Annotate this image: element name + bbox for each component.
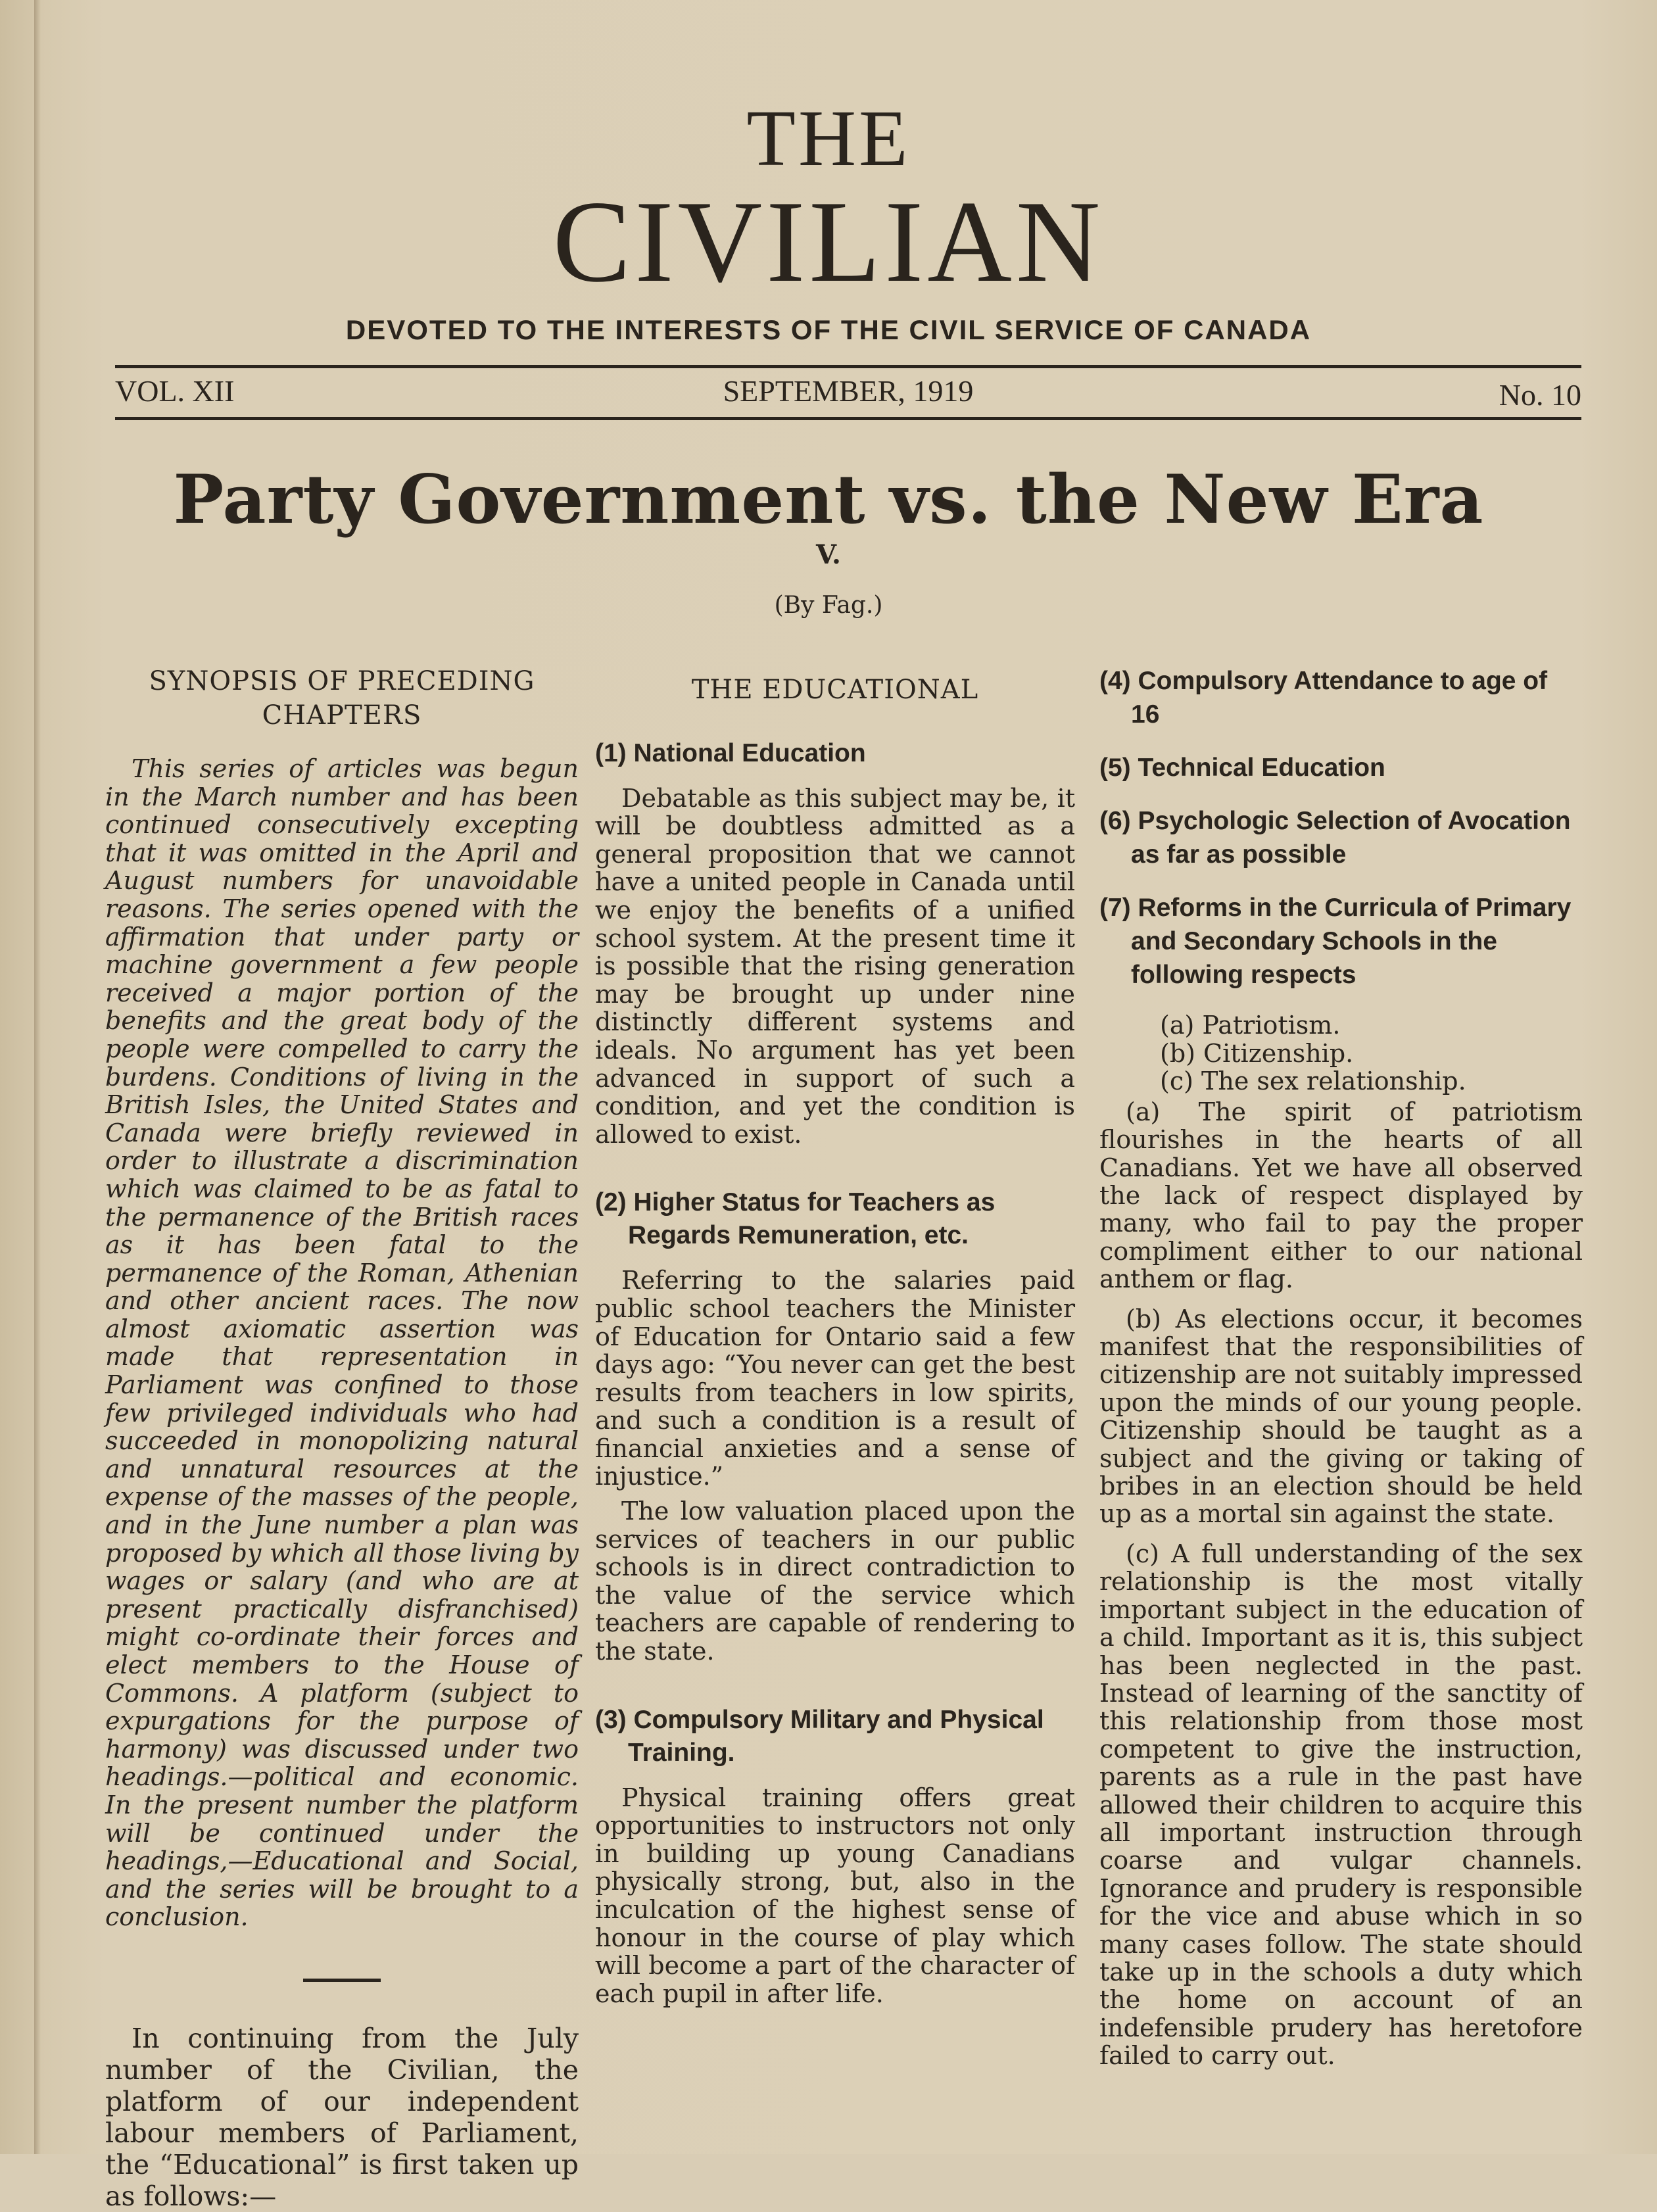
volume-label: VOL. XII bbox=[115, 374, 235, 408]
issue-date: SEPTEMBER, 1919 bbox=[723, 374, 974, 408]
column-reforms bbox=[1099, 664, 1583, 2082]
synopsis-text: This series of articles was begun in the March number and has been continued consecutively excepting that it was omitted in the April and August numbers for unavoidable reasons. The series opened with the affirmation that under party or machine government a few people received a major portion of the benefits and the great body of the people were compelled to carry the burdens. Conditions of living in the British Isles, the United States and Canada were briefly reviewed in order to illustrate a discrimination which was claimed to be as fatal to the permanence of the British races as it has been fatal to the permanence of the Roman, Athenian and other ancient races. The now almost axiomatic assertion was made that representation in Parliament was confined to those few privileged individuals who had succeeded in monopolizing natural and unnatural resources at the expense of the masses of the people, and in the June number a plan was proposed by which all those living by wages or salary (and who are at present practically disfranchised) might co-ordinate their forces and elect members to the House of Commons. A platform (subject to expurgations for the purpose of harmony) was discussed under two headings.—political and economic. In the present number the platform will be continued under the headings,—Educational and Social, and the series will be brought to a conclusion. bbox=[105, 754, 579, 1932]
heading-military-training: (3) Compulsory Military and Physical Training. bbox=[595, 1705, 1044, 1767]
masthead-top-rule bbox=[115, 365, 1581, 368]
heading-curricula-reforms: (7) Reforms in the Curricula of Primary and Secondary Schools in the following respects bbox=[1099, 894, 1572, 989]
synopsis-heading: SYNOPSIS OF PRECEDING CHAPTERS bbox=[149, 666, 535, 731]
issue-number: No. 10 bbox=[1499, 378, 1581, 412]
paragraph-national-education: Debatable as this subject may be, it will be doubtless admitted as a general proposition that we cannot have a united people in Canada until we enjoy the benefits of a unified school system. At the present time it is possible that the rising generation may be brought up under nine distinctly different systems and ideals. No argument has yet been advanced in support of such a condition, and yet the condition is allowed to exist. bbox=[595, 783, 1075, 1149]
article-byline: (By Fag.) bbox=[774, 592, 883, 619]
column-educational bbox=[595, 664, 1075, 2014]
article-part-number: V. bbox=[816, 539, 841, 570]
educational-heading: THE EDUCATIONAL bbox=[691, 675, 979, 705]
article-headline: Party Government vs. the New Era bbox=[173, 460, 1484, 539]
heading-psychologic-selection: (6) Psychologic Selection of Avocation as far as possible bbox=[1099, 807, 1571, 869]
heading-teacher-status: (2) Higher Status for Teachers as Regards Remuneration, etc. bbox=[595, 1188, 996, 1250]
paragraph-sex-relationship: (c) A full understanding of the sex relationship is the most vitally important subject in the education of a child. Important as it is, this subject has been neglected in the past. Instead of learning of the sanctity of this relationship from those most competent to give the instruction, parents as a rule in the past have allowed their children to acquire this all important instruction through coarse and vulgar channels. Ignorance and prudery is responsible for the vice and abuse which in so many cases follow. The state should take up in the schools a duty which the home on account of an indefensible prudery has heretofore failed to carry out. bbox=[1099, 1539, 1583, 2071]
column-synopsis bbox=[105, 664, 579, 2212]
paragraph-physical-training: Physical training offers great opportunities to instructors not only in building up young Canadians physically strong, but, also in the inculcation of the highest sense of honour in the course of play which will become a part of the character of each pupil in after life. bbox=[595, 1783, 1075, 2008]
heading-national-education: (1) National Education bbox=[595, 738, 866, 767]
continuation-paragraph: In continuing from the July number of the Civilian, the platform of our independent labour members of Parliament, the “Educational” is first taken up as follows:— bbox=[105, 2022, 579, 2212]
issue-info-row bbox=[115, 373, 1581, 413]
masthead-title: CIVILIAN bbox=[552, 176, 1105, 306]
paragraph-teacher-salaries: Referring to the salaries paid public school teachers the Minister of Education for Ontario said a few days ago: “You never can get the best results from teachers in low spirits, and such a condition is a result of financial anxieties and a sense of injustice.” bbox=[595, 1266, 1075, 1491]
masthead-tagline: DEVOTED TO THE INTERESTS OF THE CIVIL SERVICE OF CANADA bbox=[345, 314, 1312, 345]
paragraph-citizenship: (b) As elections occur, it becomes manifest that the responsibilities of citizenship are not suitably impressed upon the minds of our young people. Citizenship should be taught as a subject and the giving or taking of bribes in an election should be held up as a mortal sin against the state. bbox=[1099, 1304, 1583, 1529]
paragraph-patriotism: (a) The spirit of patriotism flourishes in the hearts of all Canadians. Yet we have all observed the lack of respect displayed by many, who fail to pay the proper compliment either to our national anthem or flag. bbox=[1099, 1097, 1583, 1294]
heading-technical-education: (5) Technical Education bbox=[1099, 754, 1385, 782]
masthead-bottom-rule bbox=[115, 417, 1581, 420]
masthead-the: THE bbox=[746, 94, 911, 183]
heading-compulsory-attendance: (4) Compulsory Attendance to age of 16 bbox=[1099, 667, 1548, 729]
reform-item-citizenship: (b) Citizenship. bbox=[1160, 1038, 1354, 1068]
reform-item-patriotism: (a) Patriotism. bbox=[1160, 1011, 1341, 1040]
section-divider bbox=[303, 1979, 381, 1982]
paragraph-teacher-valuation: The low valuation placed upon the services of teachers in our public schools is in direct contradiction to the value of the service which teachers are capable of rendering to the state. bbox=[595, 1497, 1075, 1666]
reform-item-sex-relationship: (c) The sex relationship. bbox=[1160, 1067, 1466, 1096]
